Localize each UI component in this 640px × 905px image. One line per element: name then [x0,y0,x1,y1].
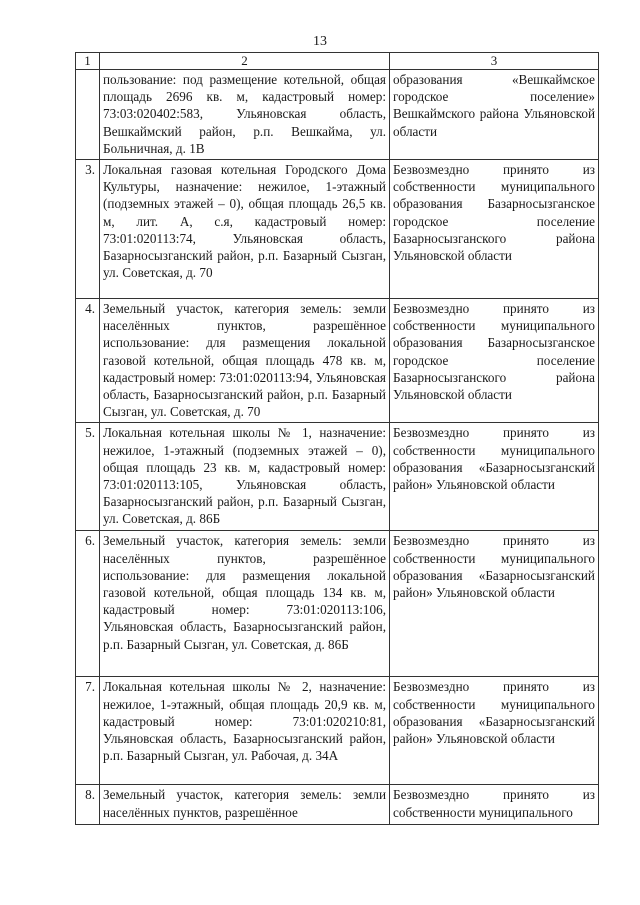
property-description: Земельный участок, категория земель: земли населённых пунктов, разрешённое использование: для размещения локальной газовой котельной, общая площадь 134 кв. м, кадастровый номер: 73:01:020113:106, Ульяновская область, Базарносызганский район, р.п. Базарный Сызган, ул. Советская, д. 86Б [100,531,390,677]
table-row [76,531,599,677]
row-number: 6. [76,531,100,677]
property-description: Земельный участок, категория земель: земли населённых пунктов, разрешённое использование: для размещения локальной газовой котельной, общая площадь 478 кв. м, кадастровый номер: 73:01:020113:94, Ульяновская область, Базарносызганский район, р.п. Базарный Сызган, ул. Советская, д. 70 [100,299,390,423]
header-col-2: 2 [100,53,390,70]
row-number: 4. [76,299,100,423]
property-description: Земельный участок, категория земель: земли населённых пунктов, разрешённое [100,785,390,825]
table-row [76,70,599,160]
property-description: Локальная газовая котельная Городского Дома Культуры, назначение: нежилое, 1-этажный (подземных этажей – 0), общая площадь 26,5 кв. м, лит. А, с.я, кадастровый номер: 73:01:020113:74, Ульяновская область, Базарносызганский район, р.п. Базарный Сызган, ул. Советская, д. 70 [100,160,390,299]
acquisition-basis: образования «Вешкаймское городское поселение» Вешкаймского района Ульяновской области [390,70,599,160]
property-table [75,52,599,825]
table-row [76,785,599,825]
acquisition-basis: Безвозмездно принято из собственности муниципального образования Базарносызганское городское поселение Базарносызганского района Ульяновской области [390,160,599,299]
table-row [76,423,599,531]
row-number [76,70,100,160]
row-number: 3. [76,160,100,299]
table-row [76,160,599,299]
row-number: 8. [76,785,100,825]
row-number: 5. [76,423,100,531]
table-header-row [76,53,599,70]
property-description: Локальная котельная школы № 1, назначение: нежилое, 1-этажный (подземных этажей – 0), общая площадь 23 кв. м, кадастровый номер: 73:01:020113:105, Ульяновская область, Базарносызганский район, р.п. Базарный Сызган, ул. Советская, д. 86Б [100,423,390,531]
header-col-1: 1 [76,53,100,70]
acquisition-basis: Безвозмездно принято из собственности муниципального образования «Базарносызганский район» Ульяновской области [390,423,599,531]
acquisition-basis: Безвозмездно принято из собственности муниципального образования «Базарносызганский район» Ульяновской области [390,677,599,785]
property-description: пользование: под размещение котельной, общая площадь 2696 кв. м, кадастровый номер: 73:03:020402:583, Ульяновская область, Вешкаймский район, р.п. Вешкайма, ул. Больничная, д. 1В [100,70,390,160]
acquisition-basis: Безвозмездно принято из собственности муниципального [390,785,599,825]
table-row [76,299,599,423]
page-number: 13 [313,34,327,49]
acquisition-basis: Безвозмездно принято из собственности муниципального образования Базарносызганское городское поселение Базарносызганского района Ульяновской области [390,299,599,423]
table-row [76,677,599,785]
property-description: Локальная котельная школы № 2, назначение: нежилое, 1-этажный, общая площадь 20,9 кв. м, кадастровый номер: 73:01:020210:81, Ульяновская область, Базарносызганский район, р.п. Базарный Сызган, ул. Рабочая, д. 34А [100,677,390,785]
row-number: 7. [76,677,100,785]
acquisition-basis: Безвозмездно принято из собственности муниципального образования «Базарносызганский район» Ульяновской области [390,531,599,677]
header-col-3: 3 [390,53,599,70]
